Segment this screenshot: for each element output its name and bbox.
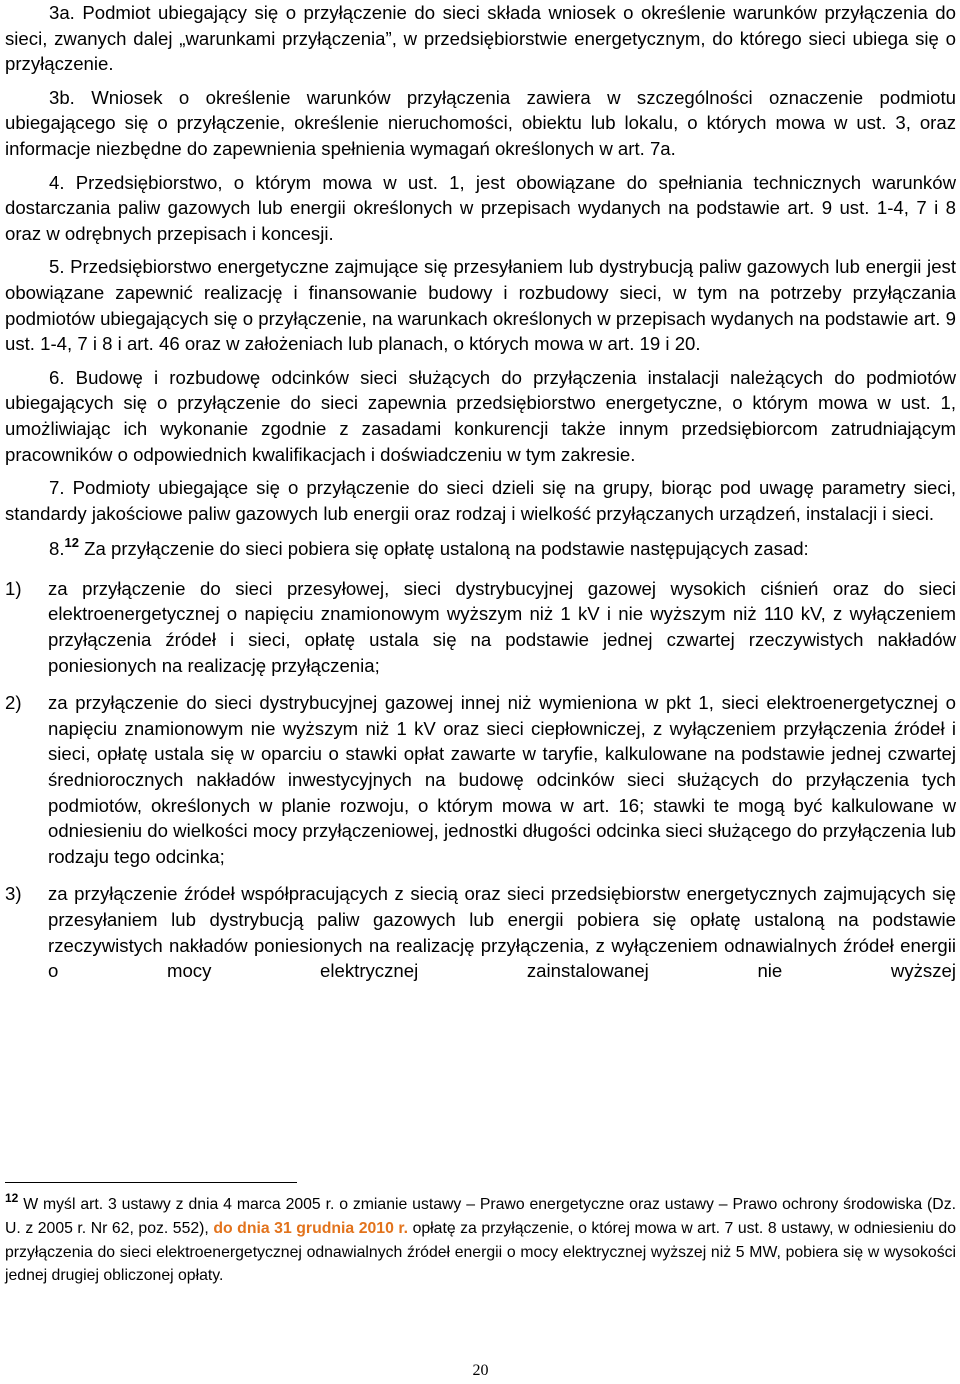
page-number: 20 [472,1362,489,1379]
paragraph-3a: 3a. Podmiot ubiegający się o przyłączenie do sieci składa wniosek o określenie warunków przyłączenia do sieci, zwanych dalej „warunkami przyłączenia”, w przedsiębiorstwie energetycznym, do którego sieci ubiega się o przyłączenie. [5,2,956,75]
list-item-2 [5,690,956,869]
paragraph-8 [5,536,956,562]
footnote-text-after: opłatę za przyłączenie, o której mowa w art. 7 ust. 8 ustawy, w odniesieniu do przyłączenia do sieci elektroenergetycznej odnawialnych źródeł energii o mocy elektrycznej wyższej niż 5 MW, pobiera się w wysokości jednej drugiej obliczonej opłaty. [5,1219,957,1285]
paragraph-8-number: 8. [49,538,65,560]
list-item-text: za przyłączenie źródeł współpracujących z siecią oraz sieci przedsiębiorstw energetycznych zajmujących się przesyłaniem lub dystrybucją paliw gazowych lub energii pobiera się opłatę ustaloną na podstawie rzeczywistych nakładów poniesionych na realizację przyłączenia, z wyłączeniem odnawialnych źródeł energii o mocy elektrycznej zainstalowanej nie wyższej [48,883,956,982]
footnote-highlight: do dnia 31 grudnia 2010 r. [213,1219,409,1237]
paragraph-5: 5. Przedsiębiorstwo energetyczne zajmujące się przesyłaniem lub dystrybucją paliw gazowych lub energii jest obowiązane zapewnić realizację i finansowanie budowy i rozbudowy sieci, w tym na potrzeby przyłączania podmiotów ubiegających się o przyłączenie, na warunkach określonych w przepisach wydanych na podstawie art. 9 ust. 1-4, 7 i 8 i art. 46 oraz w założeniach lub planach, o których mowa w art. 19 i 20. [5,256,956,355]
document-page [5,0,957,1379]
list-item-number: 3) [5,883,22,905]
paragraph-6: 6. Budowę i rozbudowę odcinków sieci służących do przyłączenia instalacji należących do podmiotów ubiegających się o przyłączenie do sieci zapewnia przedsiębiorstwo energetyczne, o którym mowa w ust. 1, umożliwiając ich wykonanie zgodnie z zasadami konkurencji także innym przedsiębiorcom zatrudniającym pracowników o odpowiednich kwalifikacjach i doświadczeniu w tym zakresie. [5,366,956,465]
paragraph-3b: 3b. Wniosek o określenie warunków przyłączenia zawiera w szczególności oznaczenie podmiotu ubiegającego się o przyłączenie, określenie nieruchomości, obiektu lub lokalu, o których mowa w ust. 3, oraz informacje niezbędne do zapewnienia spełnienia wymagań określonych w art. 7a. [5,86,956,159]
paragraph-8-text: Za przyłączenie do sieci pobiera się opłatę ustaloną na podstawie następujących zasad: [78,538,809,560]
list-item-number: 1) [5,577,22,599]
list-item-text: za przyłączenie do sieci przesyłowej, sieci dystrybucyjnej gazowej wysokich ciśnień oraz do sieci elektroenergetycznej o napięciu znamionowym wyższym niż 1 kV i nie wyższym niż 110 kV, z wyłączeniem przyłączenia źródeł i sieci, opłatę ustala się na podstawie jednej czwartej rzeczywistych nakładów poniesionych na realizację przyłączenia; [48,577,956,676]
footnote-reference[interactable]: 12 [64,535,79,551]
footnote [5,1193,956,1288]
footnote-text-before: W myśl art. 3 ustawy z dnia 4 marca 2005 r. o zmianie ustawy – Prawo energetyczne oraz ustawy – Prawo ochrony środowiska (Dz. U. z 2005 r. Nr 62, poz. 552), [5,1196,956,1237]
list-item-1 [5,576,956,678]
list-item-number: 2) [5,692,22,714]
list-item-3 [5,881,956,983]
footnote-marker: 12 [5,1191,19,1205]
paragraph-4: 4. Przedsiębiorstwo, o którym mowa w ust. 1, jest obowiązane do spełniania technicznych warunków dostarczania paliw gazowych lub energii określonych w przepisach wydanych na podstawie art. 9 ust. 1-4, 7 i 8 oraz w odrębnych przepisach i koncesji. [5,171,956,244]
list-item-text: za przyłączenie do sieci dystrybucyjnej gazowej innej niż wymieniona w pkt 1, sieci elektroenergetycznej o napięciu znamionowym nie wyższym niż 1 kV oraz sieci ciepłowniczej, z wyłączeniem przyłączenia źródeł i sieci, opłatę ustala się w oparciu o stawki opłat zawarte w taryfie, kalkulowane na podstawie jednej czwartej średniorocznych nakładów inwestycyjnych na budowę odcinków sieci służących do przyłączenia tych podmiotów, określonych w planie rozwoju, o którym mowa w art. 16; stawki te mogą być kalkulowane w odniesieniu do wielkości mocy przyłączeniowej, jednostki długości odcinka sieci służącego do przyłączenia lub rodzaju tego odcinka; [48,692,956,867]
paragraph-7: 7. Podmioty ubiegające się o przyłączenie do sieci dzieli się na grupy, biorąc pod uwagę parametry sieci, standardy jakościowe paliw gazowych lub energii oraz rodzaj i wielkość przyłączanych urządzeń, instalacji i sieci. [5,477,956,524]
footnote-separator [5,1182,297,1183]
